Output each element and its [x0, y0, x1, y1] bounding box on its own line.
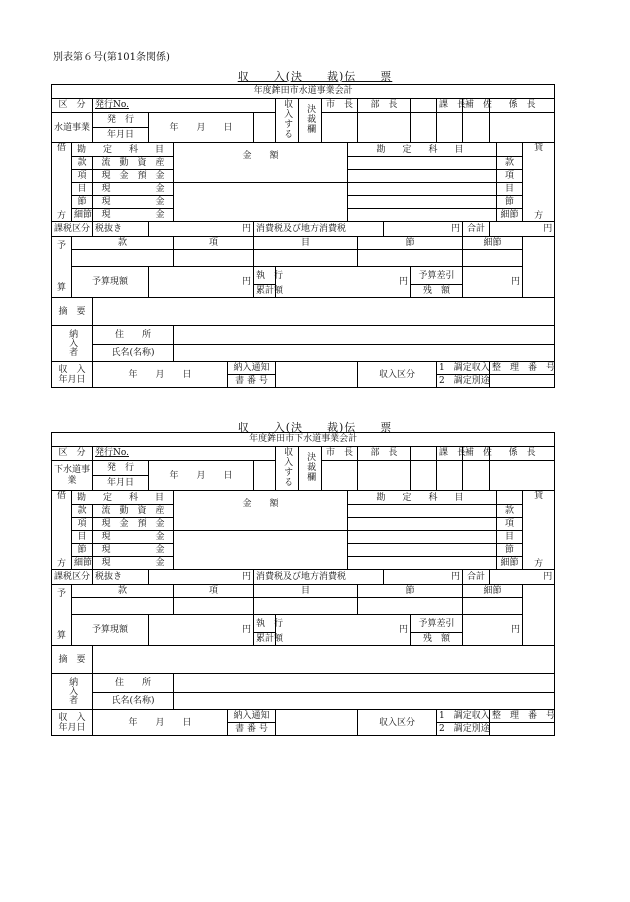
- left-account-header: 勘 定 科 目: [72, 143, 174, 157]
- right-level: 節: [497, 544, 523, 557]
- seal-box-section-chief[interactable]: [437, 113, 463, 143]
- kubun-option-1[interactable]: 1 調定収入: [437, 710, 490, 723]
- business-name: 下水道事業: [52, 461, 93, 491]
- kubun-label: 区 分: [52, 447, 93, 461]
- left-level: 細節: [72, 209, 93, 222]
- budget-balance-amount[interactable]: 円: [463, 267, 523, 298]
- tax-excluded-amount[interactable]: 円: [149, 222, 254, 237]
- nengappi-label: 年月日: [93, 128, 149, 143]
- seal-box-section-chief[interactable]: [437, 461, 463, 491]
- budget-balance-amount[interactable]: 円: [463, 615, 523, 646]
- shunyu-suru-label: 収入する: [276, 99, 299, 143]
- left-level: 款: [72, 505, 93, 518]
- seal-box-subsection-chief[interactable]: [490, 113, 555, 143]
- left-level: 細節: [72, 557, 93, 570]
- tax-excluded-label: 税抜き: [93, 222, 149, 237]
- kubun-label: 区 分: [52, 99, 93, 113]
- seiri-number-field[interactable]: [490, 723, 555, 736]
- approver-mayor: 市 長: [322, 447, 358, 461]
- right-level: 節: [497, 196, 523, 209]
- payer-label: 納入者: [52, 674, 93, 710]
- consumption-tax-label: 消費税及び地方消費税: [254, 570, 384, 585]
- consumption-tax-label: 消費税及び地方消費税: [254, 222, 384, 237]
- right-account-field[interactable]: [348, 170, 497, 183]
- total-amount[interactable]: 円: [490, 570, 555, 585]
- business-name: 水道事業: [52, 113, 93, 143]
- kessai-ran-label: 決裁欄: [299, 99, 322, 143]
- budget-saisetsu-field[interactable]: [463, 598, 523, 615]
- budget-setsu-field[interactable]: [358, 250, 463, 267]
- issue-date-field[interactable]: 年 月 日: [149, 461, 254, 491]
- budget-col-moku: 目: [254, 237, 358, 250]
- amount-header: 金 額: [174, 143, 348, 183]
- notice-number-label-bottom: 書 番 号: [228, 723, 276, 736]
- receipt-kubun-label: 収入区分: [358, 362, 437, 388]
- kessai-ran-label: 決裁欄: [299, 447, 322, 491]
- budget-balance-label-top: 予算差引: [411, 267, 463, 285]
- budget-col-setsu: 節: [358, 585, 463, 598]
- approver-section-chief: 課 長: [437, 447, 463, 461]
- right-account-field[interactable]: [348, 557, 497, 570]
- execution-total-amount[interactable]: 円: [276, 267, 411, 298]
- right-account-field[interactable]: [348, 209, 497, 222]
- slip-heading: 収 入(決 裁)伝 票: [237, 421, 393, 434]
- budget-balance-label-bottom: 残 額: [411, 633, 463, 646]
- budget-col-saisetsu: 細節: [463, 585, 523, 598]
- debit-side-label: 借 方: [52, 143, 72, 222]
- left-account-name: 現 金: [93, 557, 174, 570]
- seal-box-mayor[interactable]: [322, 113, 358, 143]
- payer-label: 納入者: [52, 326, 93, 362]
- execution-label-bottom: 累計額: [254, 285, 276, 298]
- left-account-name: 現 金: [93, 531, 174, 544]
- budget-current-label: 予算現額: [72, 615, 149, 646]
- left-account-name: 現 金 預 金: [93, 518, 174, 531]
- consumption-tax-amount[interactable]: 円: [384, 570, 463, 585]
- left-account-name: 現 金: [93, 209, 174, 222]
- summary-label: 摘 要: [52, 646, 93, 674]
- revenue-slip-form: [51, 84, 555, 388]
- left-level: 款: [72, 157, 93, 170]
- address-field[interactable]: [174, 674, 555, 693]
- name-label: 氏名(名称): [93, 693, 174, 710]
- budget-col-saisetsu: 細節: [463, 237, 523, 250]
- right-level: 款: [497, 505, 523, 518]
- approver-mayor: 市 長: [322, 99, 358, 113]
- seal-box-blank[interactable]: [411, 461, 437, 491]
- name-field[interactable]: [174, 345, 555, 362]
- left-level: 節: [72, 544, 93, 557]
- budget-col-moku: 目: [254, 585, 358, 598]
- seal-box-subsection-chief[interactable]: [490, 461, 555, 491]
- budget-balance-label-bottom: 残 額: [411, 285, 463, 298]
- seal-box-director[interactable]: [358, 461, 411, 491]
- right-account-field[interactable]: [348, 183, 497, 196]
- left-level: 項: [72, 170, 93, 183]
- right-account-field[interactable]: [348, 531, 497, 544]
- left-account-name: 現 金: [93, 196, 174, 209]
- budget-col-kan: 款: [72, 237, 174, 250]
- total-label: 合計: [463, 570, 490, 585]
- amount-header: 金 額: [174, 491, 348, 531]
- right-level: 款: [497, 157, 523, 170]
- receipt-date-field[interactable]: 年 月 日: [93, 362, 228, 388]
- approver-director: 部 長: [358, 99, 411, 113]
- seal-box-assistant[interactable]: [463, 113, 490, 143]
- right-level: 細節: [497, 209, 523, 222]
- right-account-field[interactable]: [348, 518, 497, 531]
- kubun-option-2[interactable]: 2 調定別途: [437, 375, 490, 388]
- approver-blank: [411, 99, 437, 113]
- left-account-name: 流 動 資 産: [93, 157, 174, 170]
- credit-side-label: 貸 方: [523, 491, 555, 570]
- notice-number-field[interactable]: [276, 710, 358, 736]
- approver-director: 部 長: [358, 447, 411, 461]
- debit-side-label: 借 方: [52, 491, 72, 570]
- receipt-date-field[interactable]: 年 月 日: [93, 710, 228, 736]
- budget-moku-field[interactable]: [254, 250, 358, 267]
- hakko-label: 発 行: [93, 461, 149, 476]
- total-amount[interactable]: 円: [490, 222, 555, 237]
- seiri-number-field[interactable]: [490, 375, 555, 388]
- issue-number-field[interactable]: 発行No.: [93, 99, 276, 113]
- left-account-name: 現 金 預 金: [93, 170, 174, 183]
- budget-current-label: 予算現額: [72, 267, 149, 298]
- right-account-header: 勘 定 科 目: [348, 491, 497, 505]
- budget-col-kan: 款: [72, 585, 174, 598]
- name-label: 氏名(名称): [93, 345, 174, 362]
- seiri-number-label: 整 理 番 号: [490, 710, 555, 723]
- credit-side-label: 貸 方: [523, 143, 555, 222]
- approver-blank: [411, 447, 437, 461]
- approver-section-chief: 課 長: [437, 99, 463, 113]
- left-account-name: 現 金: [93, 183, 174, 196]
- right-account-field[interactable]: [348, 505, 497, 518]
- budget-col-ko: 項: [174, 585, 254, 598]
- budget-kan-field[interactable]: [72, 598, 174, 615]
- right-level: 細節: [497, 557, 523, 570]
- execution-label-bottom: 累計額: [254, 633, 276, 646]
- budget-side-label: 予 算: [52, 237, 72, 298]
- consumption-tax-amount[interactable]: 円: [384, 222, 463, 237]
- issue-date-end: [254, 461, 276, 491]
- left-level: 目: [72, 531, 93, 544]
- total-label: 合計: [463, 222, 490, 237]
- right-level: 目: [497, 183, 523, 196]
- kubun-option-1[interactable]: 1 調定収入: [437, 362, 490, 375]
- budget-ko-field[interactable]: [174, 598, 254, 615]
- receipt-date-label: 収 入 年月日: [52, 362, 93, 388]
- execution-label-top: 執 行: [254, 615, 276, 633]
- notice-number-label-top: 納入通知: [228, 362, 276, 375]
- tax-excluded-label: 税抜き: [93, 570, 149, 585]
- revenue-slip-form: [51, 432, 555, 736]
- summary-field[interactable]: [93, 646, 555, 674]
- budget-col-setsu: 節: [358, 237, 463, 250]
- amount-field[interactable]: [174, 183, 348, 222]
- right-level: 項: [497, 518, 523, 531]
- seal-box-blank[interactable]: [411, 113, 437, 143]
- tax-kubun-label: 課税区分: [52, 570, 93, 585]
- budget-saisetsu-field[interactable]: [463, 250, 523, 267]
- right-account-field[interactable]: [348, 544, 497, 557]
- issue-date-end: [254, 113, 276, 143]
- seal-box-mayor[interactable]: [322, 461, 358, 491]
- seal-box-assistant[interactable]: [463, 461, 490, 491]
- summary-label: 摘 要: [52, 298, 93, 326]
- receipt-date-label: 収 入 年月日: [52, 710, 93, 736]
- budget-ko-field[interactable]: [174, 250, 254, 267]
- address-field[interactable]: [174, 326, 555, 345]
- budget-moku-field[interactable]: [254, 598, 358, 615]
- form-caption: 別表第６号(第101条関係): [53, 52, 170, 63]
- right-account-field[interactable]: [348, 196, 497, 209]
- summary-field[interactable]: [93, 298, 555, 326]
- nengappi-label: 年月日: [93, 476, 149, 491]
- notice-number-field[interactable]: [276, 362, 358, 388]
- notice-number-label-bottom: 書 番 号: [228, 375, 276, 388]
- address-label: 住 所: [93, 674, 174, 693]
- address-label: 住 所: [93, 326, 174, 345]
- approver-subsection-chief: 係 長: [490, 99, 555, 113]
- budget-setsu-field[interactable]: [358, 598, 463, 615]
- budget-side-label: 予 算: [52, 585, 72, 646]
- account-title: 年度鉾田市下水道事業会計: [52, 433, 555, 447]
- left-account-name: 流 動 資 産: [93, 505, 174, 518]
- tax-excluded-amount[interactable]: 円: [149, 570, 254, 585]
- approver-assistant: 補 佐: [463, 99, 490, 113]
- amount-field[interactable]: [174, 531, 348, 570]
- left-level: 目: [72, 183, 93, 196]
- approver-subsection-chief: 係 長: [490, 447, 555, 461]
- shunyu-suru-label: 収入する: [276, 447, 299, 491]
- issue-number-field[interactable]: 発行No.: [93, 447, 276, 461]
- right-level: 目: [497, 531, 523, 544]
- tax-kubun-label: 課税区分: [52, 222, 93, 237]
- slip-heading: 収 入(決 裁)伝 票: [237, 70, 393, 83]
- right-header-end: [497, 491, 523, 505]
- left-account-name: 現 金: [93, 544, 174, 557]
- right-account-header: 勘 定 科 目: [348, 143, 497, 157]
- budget-current-amount[interactable]: 円: [149, 267, 254, 298]
- budget-col-ko: 項: [174, 237, 254, 250]
- hakko-label: 発 行: [93, 113, 149, 128]
- seal-box-director[interactable]: [358, 113, 411, 143]
- budget-current-amount[interactable]: 円: [149, 615, 254, 646]
- kubun-option-2[interactable]: 2 調定別途: [437, 723, 490, 736]
- execution-label-top: 執 行: [254, 267, 276, 285]
- account-title: 年度鉾田市水道事業会計: [52, 85, 555, 99]
- name-field[interactable]: [174, 693, 555, 710]
- budget-kan-field[interactable]: [72, 250, 174, 267]
- right-header-end: [497, 143, 523, 157]
- seiri-number-label: 整 理 番 号: [490, 362, 555, 375]
- approver-assistant: 補 佐: [463, 447, 490, 461]
- left-level: 項: [72, 518, 93, 531]
- left-level: 節: [72, 196, 93, 209]
- left-account-header: 勘 定 科 目: [72, 491, 174, 505]
- receipt-kubun-label: 収入区分: [358, 710, 437, 736]
- notice-number-label-top: 納入通知: [228, 710, 276, 723]
- execution-total-amount[interactable]: 円: [276, 615, 411, 646]
- budget-balance-label-top: 予算差引: [411, 615, 463, 633]
- issue-date-field[interactable]: 年 月 日: [149, 113, 254, 143]
- right-level: 項: [497, 170, 523, 183]
- right-account-field[interactable]: [348, 157, 497, 170]
